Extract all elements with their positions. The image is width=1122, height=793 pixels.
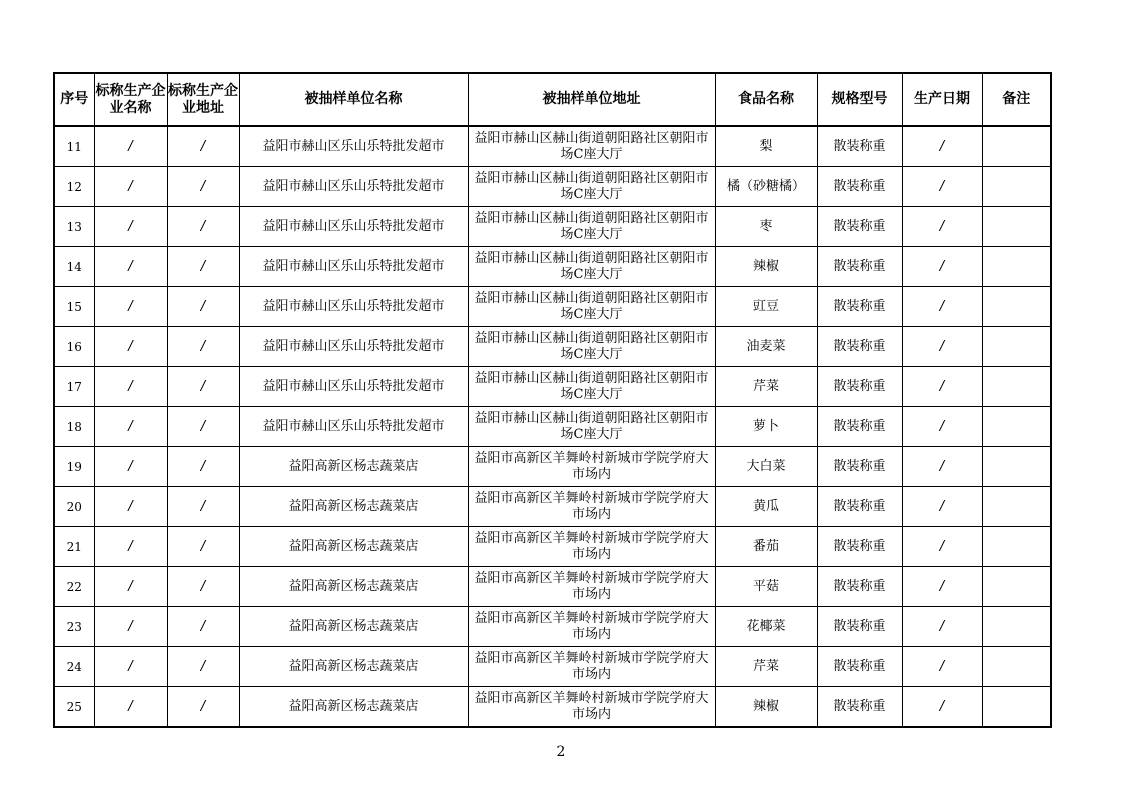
cell-seq: 18: [54, 407, 94, 447]
cell-producer-address: /: [167, 327, 239, 367]
cell-sampled-unit-address: 益阳市高新区羊舞岭村新城市学院学府大市场内: [468, 527, 715, 567]
cell-sampled-unit-name: 益阳市赫山区乐山乐特批发超市: [239, 367, 468, 407]
cell-production-date: /: [902, 487, 982, 527]
cell-sampled-unit-address: 益阳市赫山区赫山街道朝阳路社区朝阳市场C座大厅: [468, 327, 715, 367]
table-row: [54, 527, 1051, 567]
cell-producer-name: /: [94, 327, 167, 367]
cell-producer-name: /: [94, 607, 167, 647]
cell-food-name: 油麦菜: [715, 327, 817, 367]
cell-spec: 散装称重: [817, 487, 902, 527]
cell-producer-address: /: [167, 247, 239, 287]
header-remark: 备注: [982, 73, 1051, 126]
cell-producer-address: /: [167, 207, 239, 247]
cell-producer-name: /: [94, 567, 167, 607]
cell-production-date: /: [902, 607, 982, 647]
cell-producer-address: /: [167, 687, 239, 728]
cell-spec: 散装称重: [817, 247, 902, 287]
cell-producer-name: /: [94, 287, 167, 327]
cell-spec: 散装称重: [817, 447, 902, 487]
cell-remark: [982, 447, 1051, 487]
table-row: [54, 287, 1051, 327]
cell-producer-name: /: [94, 447, 167, 487]
cell-spec: 散装称重: [817, 287, 902, 327]
cell-sampled-unit-address: 益阳市高新区羊舞岭村新城市学院学府大市场内: [468, 607, 715, 647]
table-row: [54, 207, 1051, 247]
table-row: [54, 367, 1051, 407]
cell-sampled-unit-name: 益阳市赫山区乐山乐特批发超市: [239, 207, 468, 247]
cell-seq: 24: [54, 647, 94, 687]
cell-production-date: /: [902, 527, 982, 567]
cell-seq: 25: [54, 687, 94, 728]
cell-sampled-unit-address: 益阳市高新区羊舞岭村新城市学院学府大市场内: [468, 487, 715, 527]
cell-seq: 17: [54, 367, 94, 407]
cell-sampled-unit-name: 益阳高新区杨志蔬菜店: [239, 487, 468, 527]
cell-spec: 散装称重: [817, 647, 902, 687]
cell-producer-name: /: [94, 647, 167, 687]
cell-producer-name: /: [94, 687, 167, 728]
cell-producer-address: /: [167, 126, 239, 167]
cell-sampled-unit-address: 益阳市高新区羊舞岭村新城市学院学府大市场内: [468, 447, 715, 487]
cell-sampled-unit-address: 益阳市赫山区赫山街道朝阳路社区朝阳市场C座大厅: [468, 167, 715, 207]
cell-remark: [982, 647, 1051, 687]
cell-producer-name: /: [94, 407, 167, 447]
cell-food-name: 芹菜: [715, 367, 817, 407]
table-row: [54, 126, 1051, 167]
cell-producer-address: /: [167, 647, 239, 687]
cell-sampled-unit-address: 益阳市赫山区赫山街道朝阳路社区朝阳市场C座大厅: [468, 407, 715, 447]
cell-remark: [982, 407, 1051, 447]
cell-spec: 散装称重: [817, 527, 902, 567]
cell-production-date: /: [902, 167, 982, 207]
cell-sampled-unit-name: 益阳高新区杨志蔬菜店: [239, 687, 468, 728]
cell-remark: [982, 487, 1051, 527]
cell-remark: [982, 687, 1051, 728]
cell-production-date: /: [902, 126, 982, 167]
header-row: [54, 73, 1051, 126]
cell-food-name: 枣: [715, 207, 817, 247]
cell-producer-address: /: [167, 527, 239, 567]
table-row: [54, 487, 1051, 527]
cell-remark: [982, 126, 1051, 167]
sampling-table: [53, 72, 1052, 728]
cell-food-name: 芹菜: [715, 647, 817, 687]
cell-remark: [982, 527, 1051, 567]
cell-food-name: 番茄: [715, 527, 817, 567]
cell-remark: [982, 207, 1051, 247]
table-row: [54, 687, 1051, 728]
cell-producer-name: /: [94, 207, 167, 247]
table-row: [54, 447, 1051, 487]
table-row: [54, 167, 1051, 207]
cell-sampled-unit-name: 益阳高新区杨志蔬菜店: [239, 447, 468, 487]
cell-sampled-unit-address: 益阳市赫山区赫山街道朝阳路社区朝阳市场C座大厅: [468, 247, 715, 287]
cell-producer-name: /: [94, 487, 167, 527]
cell-production-date: /: [902, 327, 982, 367]
header-producer-address: 标称生产企业地址: [167, 73, 239, 126]
cell-production-date: /: [902, 287, 982, 327]
cell-producer-address: /: [167, 407, 239, 447]
cell-seq: 19: [54, 447, 94, 487]
cell-seq: 23: [54, 607, 94, 647]
cell-sampled-unit-address: 益阳市高新区羊舞岭村新城市学院学府大市场内: [468, 567, 715, 607]
cell-spec: 散装称重: [817, 567, 902, 607]
cell-production-date: /: [902, 447, 982, 487]
cell-food-name: 大白菜: [715, 447, 817, 487]
table-row: [54, 647, 1051, 687]
cell-spec: 散装称重: [817, 607, 902, 647]
cell-sampled-unit-name: 益阳市赫山区乐山乐特批发超市: [239, 247, 468, 287]
table-body: [54, 126, 1051, 727]
cell-producer-address: /: [167, 607, 239, 647]
cell-seq: 15: [54, 287, 94, 327]
cell-remark: [982, 167, 1051, 207]
header-food-name: 食品名称: [715, 73, 817, 126]
cell-producer-address: /: [167, 487, 239, 527]
cell-spec: 散装称重: [817, 687, 902, 728]
cell-sampled-unit-address: 益阳市赫山区赫山街道朝阳路社区朝阳市场C座大厅: [468, 126, 715, 167]
cell-sampled-unit-address: 益阳市赫山区赫山街道朝阳路社区朝阳市场C座大厅: [468, 367, 715, 407]
cell-producer-address: /: [167, 447, 239, 487]
cell-sampled-unit-name: 益阳市赫山区乐山乐特批发超市: [239, 287, 468, 327]
cell-remark: [982, 247, 1051, 287]
table-row: [54, 407, 1051, 447]
cell-remark: [982, 287, 1051, 327]
cell-food-name: 萝卜: [715, 407, 817, 447]
cell-spec: 散装称重: [817, 167, 902, 207]
cell-sampled-unit-address: 益阳市赫山区赫山街道朝阳路社区朝阳市场C座大厅: [468, 287, 715, 327]
cell-sampled-unit-name: 益阳市赫山区乐山乐特批发超市: [239, 167, 468, 207]
cell-sampled-unit-name: 益阳高新区杨志蔬菜店: [239, 567, 468, 607]
cell-remark: [982, 367, 1051, 407]
cell-producer-address: /: [167, 367, 239, 407]
cell-sampled-unit-name: 益阳市赫山区乐山乐特批发超市: [239, 126, 468, 167]
cell-production-date: /: [902, 207, 982, 247]
cell-production-date: /: [902, 647, 982, 687]
cell-production-date: /: [902, 687, 982, 728]
cell-production-date: /: [902, 407, 982, 447]
cell-seq: 13: [54, 207, 94, 247]
cell-spec: 散装称重: [817, 407, 902, 447]
cell-spec: 散装称重: [817, 367, 902, 407]
cell-sampled-unit-name: 益阳市赫山区乐山乐特批发超市: [239, 327, 468, 367]
header-production-date: 生产日期: [902, 73, 982, 126]
cell-producer-address: /: [167, 567, 239, 607]
cell-producer-name: /: [94, 167, 167, 207]
cell-sampled-unit-name: 益阳高新区杨志蔬菜店: [239, 607, 468, 647]
header-seq: 序号: [54, 73, 94, 126]
cell-production-date: /: [902, 367, 982, 407]
cell-food-name: 辣椒: [715, 247, 817, 287]
cell-sampled-unit-address: 益阳市赫山区赫山街道朝阳路社区朝阳市场C座大厅: [468, 207, 715, 247]
header-sampled-unit-address: 被抽样单位地址: [468, 73, 715, 126]
cell-producer-name: /: [94, 527, 167, 567]
table-row: [54, 327, 1051, 367]
cell-food-name: 豇豆: [715, 287, 817, 327]
cell-seq: 21: [54, 527, 94, 567]
cell-sampled-unit-name: 益阳高新区杨志蔬菜店: [239, 527, 468, 567]
cell-food-name: 黄瓜: [715, 487, 817, 527]
table-row: [54, 247, 1051, 287]
table-row: [54, 567, 1051, 607]
cell-seq: 20: [54, 487, 94, 527]
cell-seq: 22: [54, 567, 94, 607]
table-row: [54, 607, 1051, 647]
page-number: 2: [556, 744, 566, 760]
cell-seq: 12: [54, 167, 94, 207]
header-spec: 规格型号: [817, 73, 902, 126]
cell-spec: 散装称重: [817, 327, 902, 367]
cell-producer-name: /: [94, 367, 167, 407]
cell-producer-address: /: [167, 287, 239, 327]
cell-producer-name: /: [94, 126, 167, 167]
cell-production-date: /: [902, 567, 982, 607]
cell-remark: [982, 567, 1051, 607]
cell-sampled-unit-name: 益阳市赫山区乐山乐特批发超市: [239, 407, 468, 447]
cell-producer-name: /: [94, 247, 167, 287]
cell-sampled-unit-name: 益阳高新区杨志蔬菜店: [239, 647, 468, 687]
cell-food-name: 平菇: [715, 567, 817, 607]
cell-food-name: 橘（砂糖橘）: [715, 167, 817, 207]
cell-producer-address: /: [167, 167, 239, 207]
cell-spec: 散装称重: [817, 207, 902, 247]
cell-remark: [982, 607, 1051, 647]
cell-production-date: /: [902, 247, 982, 287]
header-producer-name: 标称生产企业名称: [94, 73, 167, 126]
cell-food-name: 梨: [715, 126, 817, 167]
cell-seq: 11: [54, 126, 94, 167]
cell-sampled-unit-address: 益阳市高新区羊舞岭村新城市学院学府大市场内: [468, 647, 715, 687]
cell-seq: 16: [54, 327, 94, 367]
cell-food-name: 花椰菜: [715, 607, 817, 647]
header-sampled-unit-name: 被抽样单位名称: [239, 73, 468, 126]
cell-remark: [982, 327, 1051, 367]
cell-food-name: 辣椒: [715, 687, 817, 728]
cell-spec: 散装称重: [817, 126, 902, 167]
cell-seq: 14: [54, 247, 94, 287]
cell-sampled-unit-address: 益阳市高新区羊舞岭村新城市学院学府大市场内: [468, 687, 715, 728]
